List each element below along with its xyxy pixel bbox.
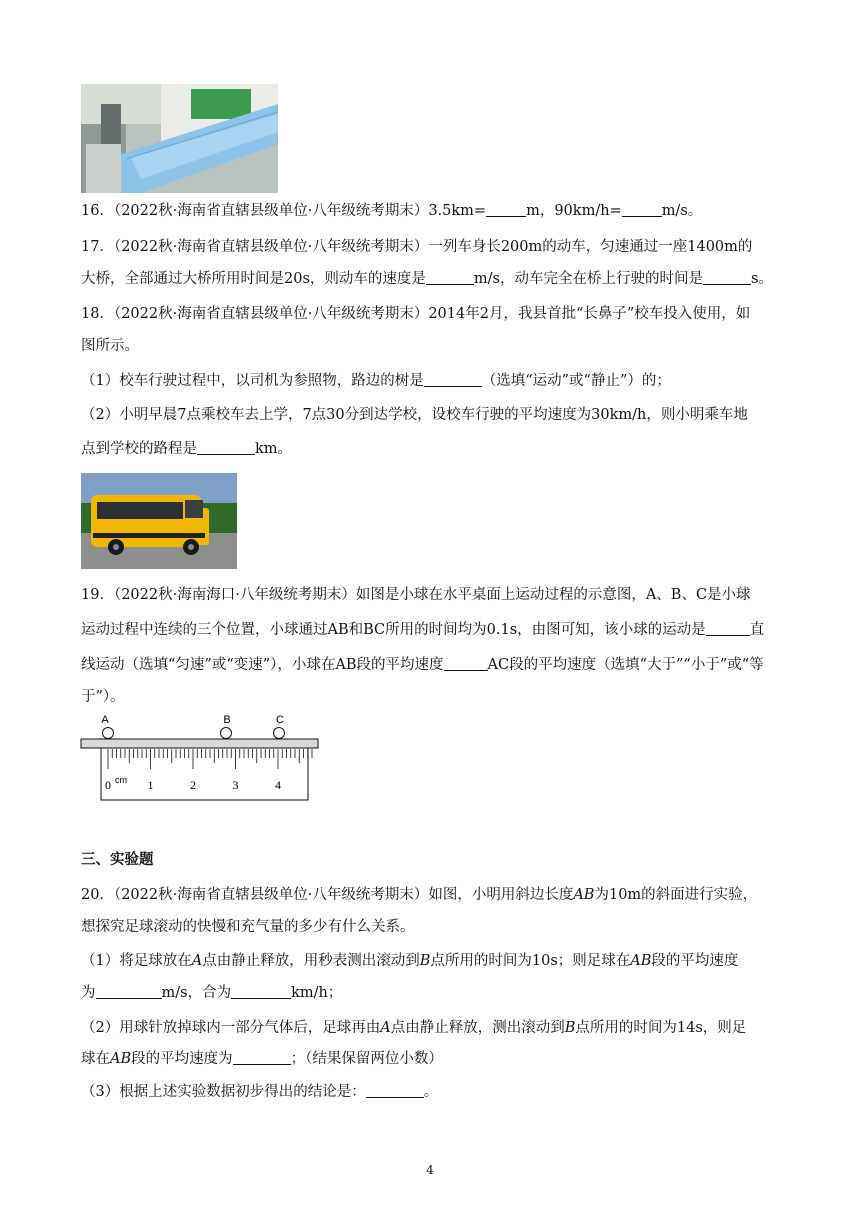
q17-text-2b: m/s，动车完全在桥上行驶的时间是: [473, 271, 703, 287]
question-20-part-2-line-2: [81, 1048, 781, 1070]
ruler-unit: cm: [115, 775, 127, 785]
q19-blank-1[interactable]: [706, 621, 750, 636]
q20-p2-e: 段的平均速度为: [131, 1051, 233, 1067]
ruler-body: [101, 748, 308, 800]
q16-blank-1[interactable]: [486, 202, 526, 217]
q20-a-1: A: [191, 953, 203, 969]
q20-p2-d: 球在: [81, 1051, 110, 1067]
q20-p1-g: km/h；: [291, 985, 343, 1001]
ball-label-a: A: [101, 714, 109, 726]
q18-p2-c: km。: [255, 441, 293, 457]
question-18-part-2-line-1: （2）小明早晨7点乘校车去上学，7点30分到达学校，设校车行驶的平均速度为30km/h，则小明乘车地: [81, 407, 748, 423]
q20-p2-b: 点由静止释放，测出滚动到: [390, 1020, 565, 1036]
q20-ab-2: AB: [630, 953, 652, 969]
q18-p1-a: （1）校车行驶过程中，以司机为参照物，路边的树是: [81, 373, 424, 389]
question-18-part-2-line-2: [81, 438, 781, 460]
ruler-tick-label: 0: [105, 778, 111, 792]
q20-text-1b: 为10m的斜面进行实验，: [594, 887, 758, 903]
q19-blank-2[interactable]: [444, 656, 488, 671]
question-19-line-4: 于”）。: [81, 689, 125, 705]
question-19-line-3: [81, 654, 781, 676]
q18-blank-1[interactable]: [424, 372, 482, 387]
question-17-line-1: 17．（2022秋·海南省直辖县级单位·八年级统考期末）一列车身长200m的动车，匀速通过一座1400m的: [81, 239, 753, 255]
ruler-tick-label: 1: [147, 778, 154, 792]
question-18-line-1: 18．（2022秋·海南省直辖县级单位·八年级统考期末）2014年2月，我县首批“长鼻子”校车投入使用，如: [81, 306, 751, 322]
ball-a: [103, 728, 114, 739]
question-20-part-3: [81, 1081, 781, 1103]
ball-label-c: C: [276, 714, 284, 726]
ball-b: [221, 728, 232, 739]
q20-p1-a: （1）将足球放在: [81, 953, 192, 969]
q20-ab-1: AB: [573, 887, 595, 903]
q17-blank-1[interactable]: [426, 270, 474, 285]
q16-text-2: m，90km/h=: [526, 203, 622, 219]
q16-source: 16．（2022秋·海南省直辖县级单位·八年级统考期末）: [81, 203, 429, 219]
q17-text-2c: s。: [750, 271, 773, 287]
q16-text-3: m/s。: [661, 203, 703, 219]
production-line-photo: [81, 84, 278, 193]
question-17-line-2: [81, 268, 781, 290]
ruler-tick-label: 2: [190, 778, 196, 792]
question-20-line-2: 想探究足球滚动的快慢和充气量的多少有什么关系。: [81, 919, 415, 935]
q18-blank-2[interactable]: [197, 440, 255, 455]
question-20-line-1: [81, 884, 781, 906]
table-surface: [81, 739, 318, 748]
q20-blank-4[interactable]: [366, 1083, 424, 1098]
q20-b-1: B: [419, 953, 431, 969]
q19-text-3a: 线运动（选填“匀速”或“变速”），小球在AB段的平均速度: [81, 657, 444, 673]
q20-blank-3[interactable]: [233, 1050, 291, 1065]
question-19-line-2: [81, 619, 781, 641]
q17-blank-2[interactable]: [703, 270, 751, 285]
q20-p3-a: （3）根据上述实验数据初步得出的结论是：: [81, 1084, 366, 1100]
school-bus-photo: [81, 473, 237, 569]
q20-p1-b: 点由静止释放，用秒表测出滚动到: [202, 953, 420, 969]
ball-label-b: B: [223, 714, 231, 726]
page-number: 4: [426, 1163, 434, 1177]
q16-blank-2[interactable]: [622, 202, 662, 217]
q18-p1-b: （选填“运动”或“静止”）的；: [481, 373, 671, 389]
question-20-part-2-line-1: [81, 1017, 781, 1039]
q20-p1-d: 段的平均速度: [651, 953, 739, 969]
q20-b-2: B: [564, 1020, 576, 1036]
q20-blank-1[interactable]: [96, 984, 162, 999]
question-20-part-1-line-1: [81, 950, 781, 972]
question-18-line-2: 图所示。: [81, 338, 139, 354]
section-3-title: 三、实验题: [81, 851, 154, 868]
q20-a-2: A: [380, 1020, 391, 1036]
q19-text-2a: 运动过程中连续的三个位置，小球通过AB和BC所用的时间均为0.1s，由图可知，该小球的运动是: [81, 622, 706, 638]
q17-text-2a: 大桥，全部通过大桥所用时间是20s，则动车的速度是: [81, 271, 426, 287]
question-19-line-1: 19．（2022秋·海南海口·八年级统考期末）如图是小球在水平桌面上运动过程的示意图，A、B、C是小球: [81, 587, 751, 603]
q19-text-2b: 直: [749, 622, 765, 638]
q20-p3-b: 。: [423, 1084, 439, 1100]
q19-text-3b: AC段的平均速度（选填“大于”“小于”或“等: [487, 657, 764, 673]
q16-text-1: 3.5km=: [428, 203, 487, 219]
question-18-part-1: [81, 370, 781, 392]
q20-blank-2[interactable]: [231, 984, 291, 999]
q18-p2-b: 点到学校的路程是: [81, 441, 197, 457]
ruler-diagram: [80, 711, 322, 803]
q20-text-1a: 20．（2022秋·海南省直辖县级单位·八年级统考期末）如图，小明用斜边长度: [81, 887, 574, 903]
ruler-tick-label: 3: [232, 778, 239, 792]
q20-p1-f: m/s，合为: [161, 985, 232, 1001]
q20-p2-c: 点所用的时间为14s，则足: [575, 1020, 747, 1036]
q20-p2-a: （2）用球针放掉球内一部分气体后，足球再由: [81, 1020, 381, 1036]
q20-p1-e: 为: [81, 985, 96, 1001]
q20-p2-f: ；（结果保留两位小数）: [290, 1051, 443, 1067]
question-16: [81, 200, 781, 222]
q20-p1-c: 点所用的时间为10s；则足球在: [430, 953, 631, 969]
question-20-part-1-line-2: [81, 982, 781, 1004]
q20-ab-3: AB: [110, 1051, 132, 1067]
ruler-tick-label: 4: [275, 778, 281, 792]
ball-c: [274, 728, 285, 739]
